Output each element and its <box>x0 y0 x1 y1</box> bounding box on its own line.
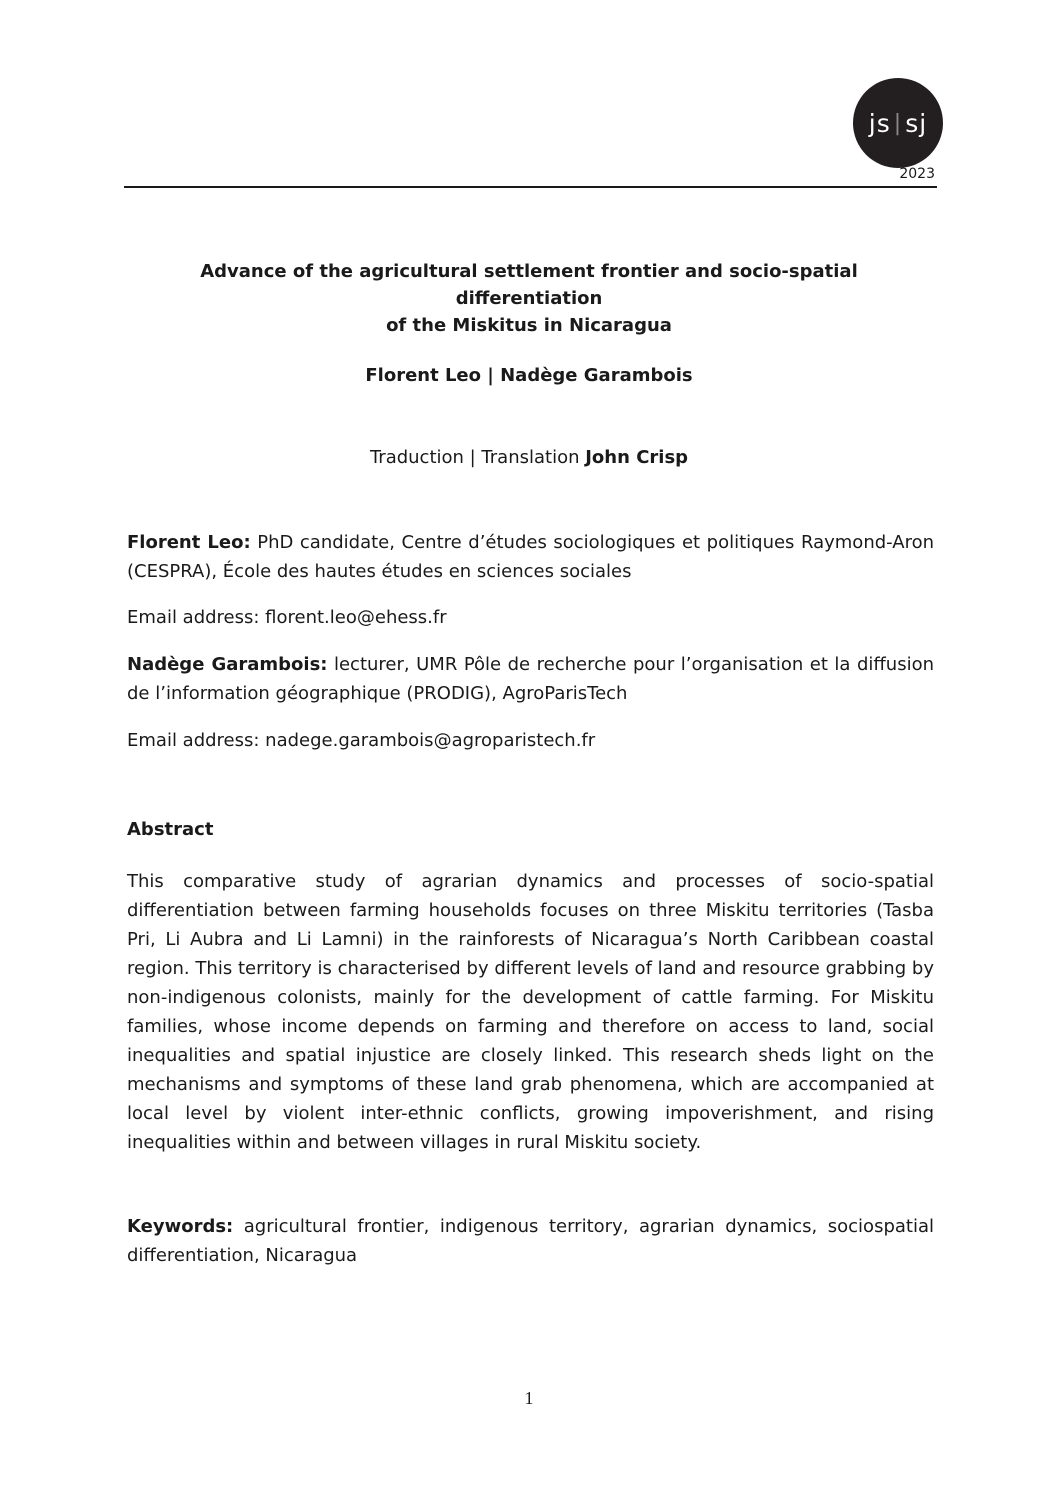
affiliation-2-email: Email address: nadege.garambois@agroparistech.fr <box>127 730 596 751</box>
keywords-text: agricultural frontier, indigenous territory, agrarian dynamics, sociospatial differentiation, Nicaragua <box>127 1216 934 1266</box>
logo-left: js <box>868 108 891 138</box>
journal-logo <box>853 78 943 168</box>
header-rule <box>124 186 937 188</box>
page-number: 1 <box>524 1388 534 1408</box>
affiliation-2-text: lecturer, UMR Pôle de recherche pour l’organisation et la diffusion de l’information géographique (PRODIG), AgroParisTech <box>127 654 934 704</box>
translator-name: John Crisp <box>585 447 689 468</box>
affiliation-1-text: PhD candidate, Centre d’études sociologiques et politiques Raymond-Aron (CESPRA), École des hautes études en sciences sociales <box>127 532 934 582</box>
keywords-label: Keywords: <box>127 1216 234 1237</box>
translation-prefix: Traduction | Translation <box>369 447 586 468</box>
logo-divider: | <box>893 110 903 136</box>
affiliation-1-name: Florent Leo: <box>127 532 251 553</box>
affiliation-1 <box>127 528 934 586</box>
title-line-1: Advance of the agricultural settlement frontier and socio-spatial differentiation <box>200 261 858 309</box>
affiliation-1-email: Email address: florent.leo@ehess.fr <box>127 607 447 628</box>
keywords <box>127 1212 934 1270</box>
authors: Florent Leo | Nadège Garambois <box>365 365 693 386</box>
affiliation-2 <box>127 650 934 708</box>
title-line-2: of the Miskitus in Nicaragua <box>386 315 672 336</box>
abstract-heading: Abstract <box>127 819 214 840</box>
logo-right: sj <box>905 108 928 138</box>
affiliation-2-name: Nadège Garambois: <box>127 654 328 675</box>
year: 2023 <box>899 166 935 182</box>
paper-title <box>124 258 934 339</box>
abstract-body: This comparative study of agrarian dynamics and processes of socio-spatial differentiation between farming households focuses on three Miskitu territories (Tasba Pri, Li Aubra and Li Lamni) in the rainforests of Nicaragua’s North Caribbean coastal region. This territory is characterised by different levels of land and resource grabbing by non-indigenous colonists, mainly for the development of cattle farming. For Miskitu families, whose income depends on farming and therefore on access to land, social inequalities and spatial injustice are closely linked. This research sheds light on the mechanisms and symptoms of these land grab phenomena, which are accompanied at local level by violent inter-ethnic conflicts, growing impoverishment, and rising inequalities within and between villages in rural Miskitu society. <box>127 871 934 1153</box>
translation-credit <box>124 447 934 468</box>
